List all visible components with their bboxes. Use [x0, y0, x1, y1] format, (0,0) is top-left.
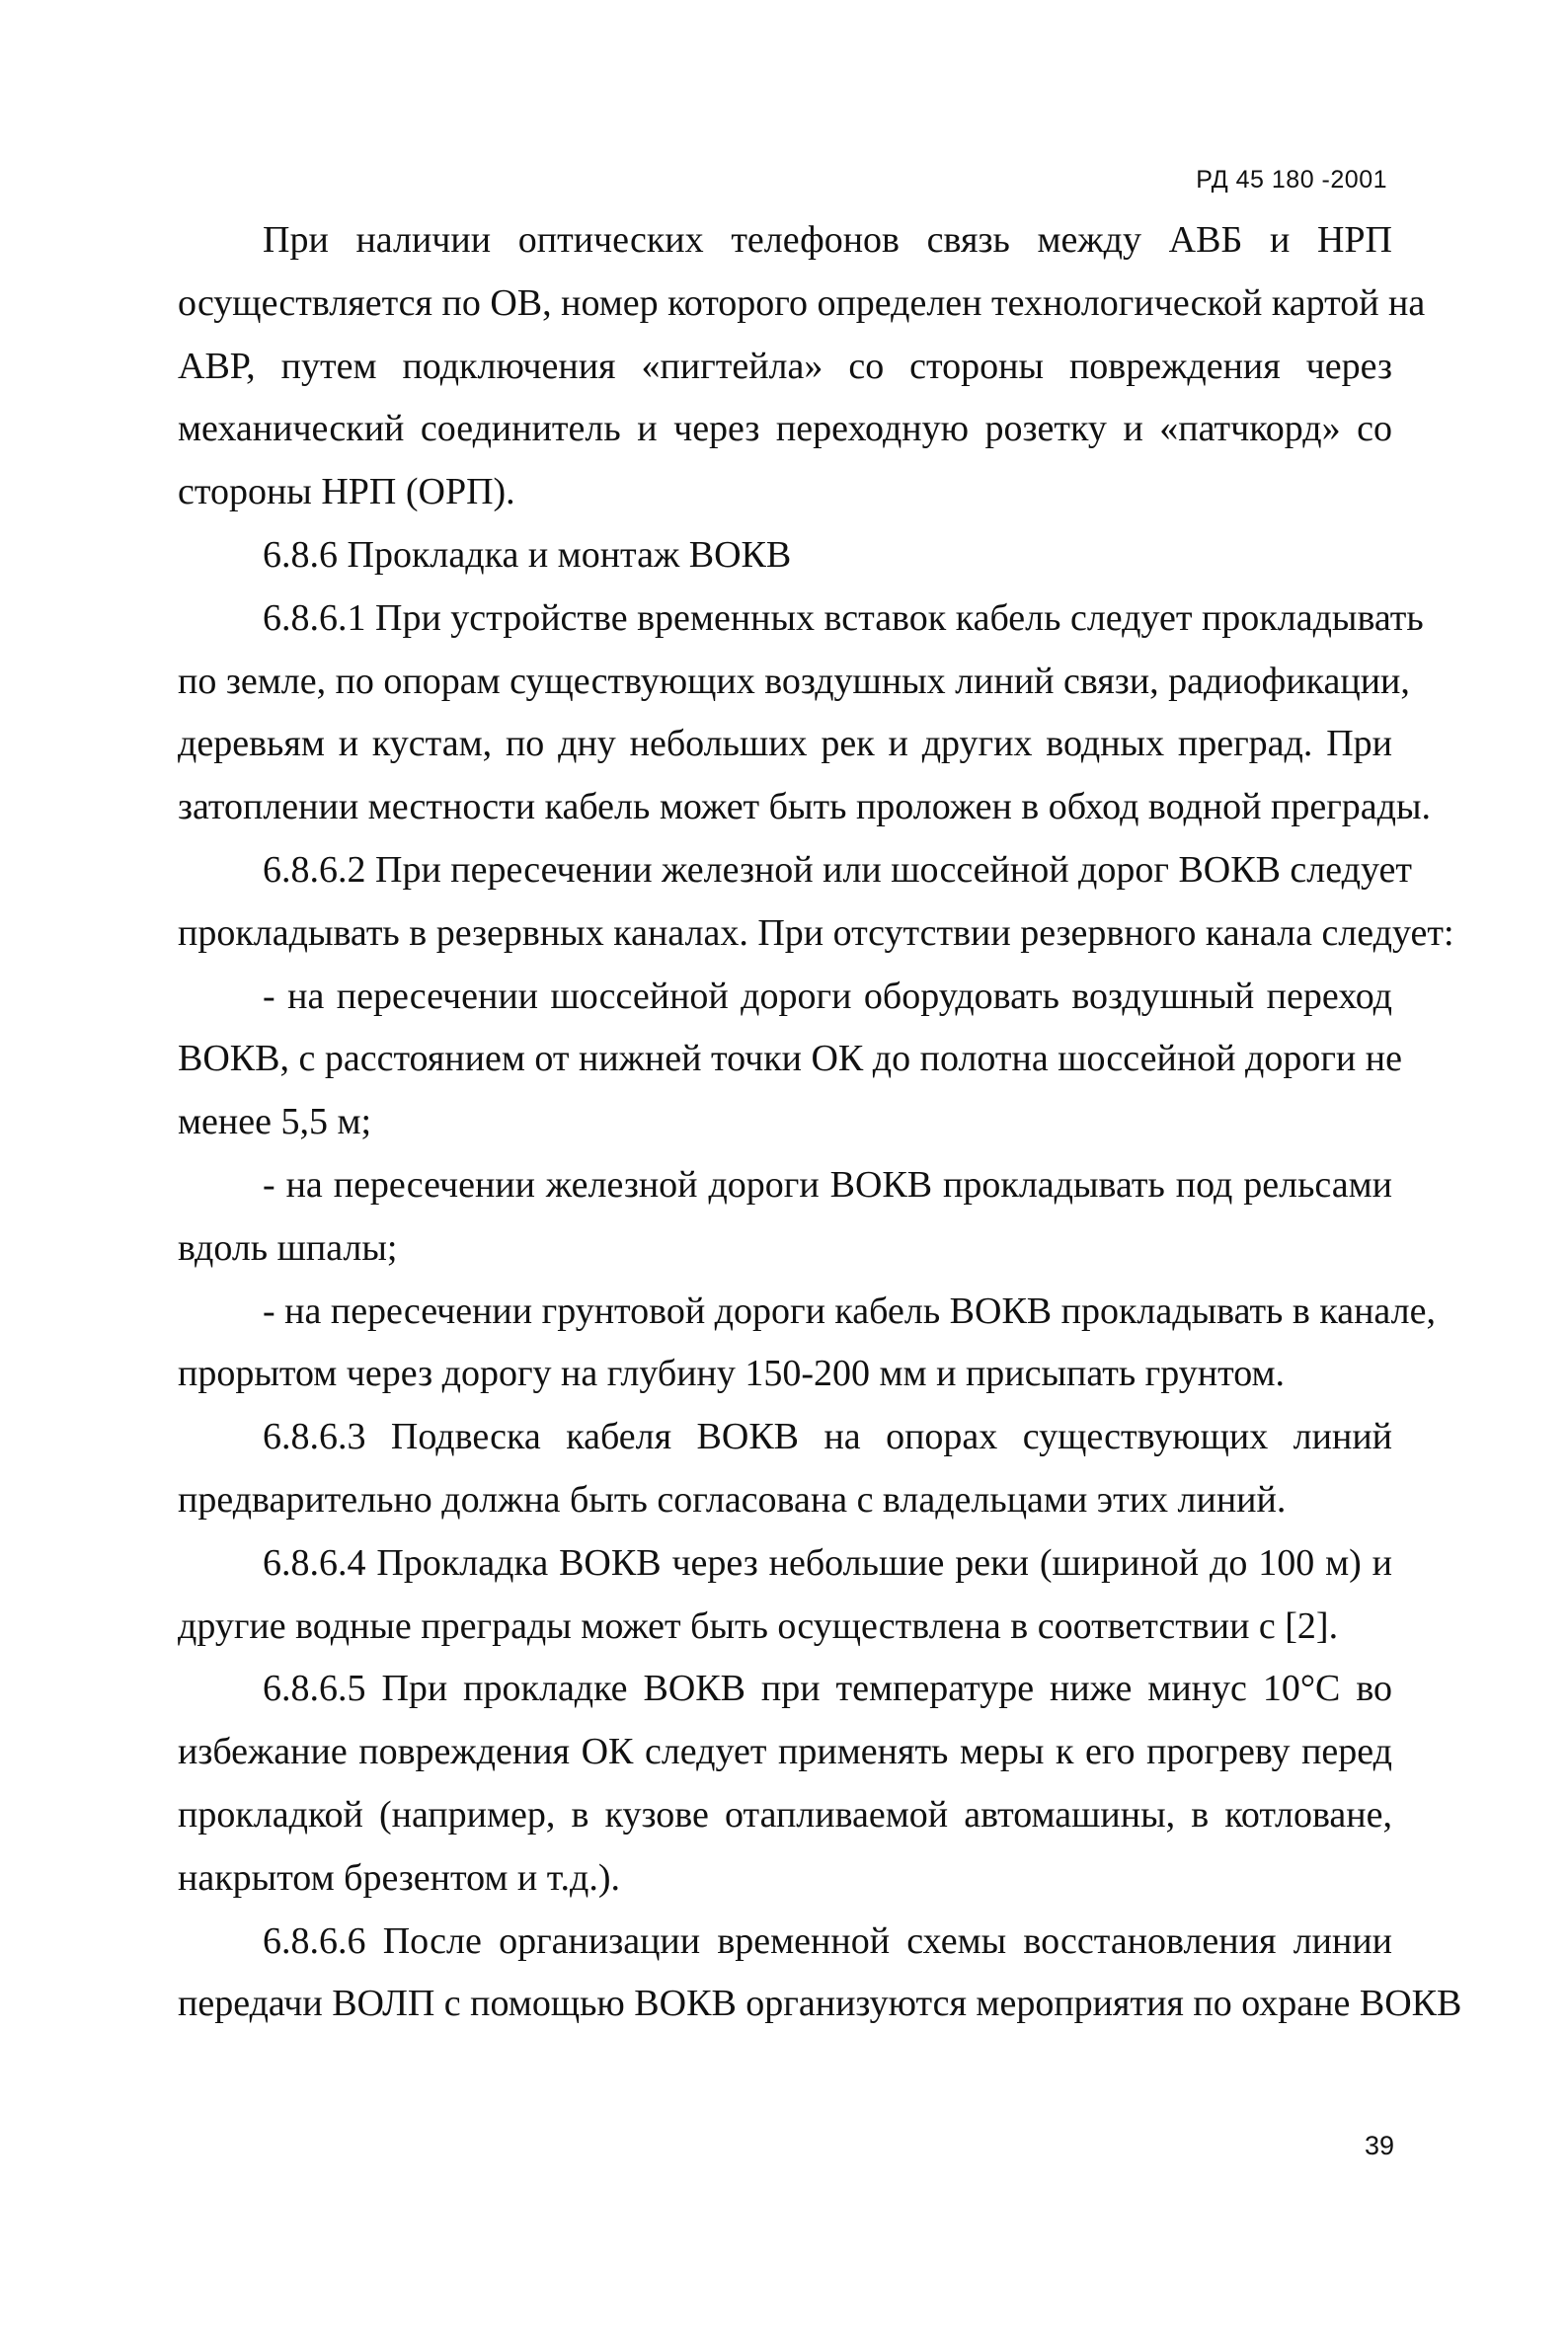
page-number: 39	[1364, 2131, 1394, 2160]
text-line: передачи ВОЛП с помощью ВОКВ организуются мероприятия по охране ВОКВ	[178, 1983, 1462, 2025]
text-line: 6.8.6.1 При устройстве временных вставок кабель следует прокладывать	[263, 596, 1424, 639]
text-line: 6.8.6.4 Прокладка ВОКВ через небольшие реки (шириной до 100 м) и	[263, 1541, 1392, 1584]
text-line: 6.8.6.2 При пересечении железной или шоссейной дорог ВОКВ следует	[263, 848, 1412, 891]
text-line: 6.8.6.3 Подвеска кабеля ВОКВ на опорах существующих линий	[263, 1416, 1392, 1458]
text-line: - на пересечении железной дороги ВОКВ прокладывать под рельсами	[263, 1163, 1392, 1206]
text-line: затоплении местности кабель может быть проложен в обход водной преграды.	[178, 786, 1432, 828]
text-line: 6.8.6.5 При прокладке ВОКВ при температуре ниже минус 10°С во	[263, 1668, 1392, 1710]
text-line: ВОКВ, с расстоянием от нижней точки ОК до полотна шоссейной дороги не	[178, 1038, 1402, 1080]
text-line: - на пересечении шоссейной дороги оборудовать воздушный переход	[263, 975, 1392, 1017]
text-line: деревьям и кустам, по дну небольших рек и других водных преград. При	[178, 723, 1392, 765]
text-line: стороны НРП (ОРП).	[178, 471, 515, 513]
text-line: АВР, путем подключения «пигтейла» со стороны повреждения через	[178, 345, 1392, 387]
document-code-header: РД 45 180 -2001	[1196, 166, 1387, 194]
text-line: другие водные преграды может быть осуществлена в соответствии с [2].	[178, 1604, 1339, 1647]
body-text	[178, 209, 1462, 2036]
text-line: предварительно должна быть согласована с владельцами этих линий.	[178, 1478, 1287, 1521]
text-line: накрытом брезентом и т.д.).	[178, 1856, 621, 1899]
text-line: При наличии оптических телефонов связь между АВБ и НРП	[263, 219, 1392, 261]
text-line: прокладкой (например, в кузове отапливаемой автомашины, в котловане,	[178, 1793, 1392, 1836]
text-line: - на пересечении грунтовой дороги кабель ВОКВ прокладывать в канале,	[263, 1290, 1436, 1332]
text-line: вдоль шпалы;	[178, 1226, 398, 1269]
text-line: избежание повреждения ОК следует применять меры к его прогреву перед	[178, 1731, 1392, 1773]
text-line: прорытом через дорогу на глубину 150-200 мм и присыпать грунтом.	[178, 1353, 1286, 1395]
text-line: 6.8.6 Прокладка и монтаж ВОКВ	[263, 533, 792, 576]
text-line: менее 5,5 м;	[178, 1101, 372, 1143]
text-line: 6.8.6.6 После организации временной схемы восстановления линии	[263, 1919, 1392, 1962]
text-line: механический соединитель и через переходную розетку и «патчкорд» со	[178, 408, 1392, 450]
text-line: осуществляется по ОВ, номер которого определен технологической картой на	[178, 281, 1426, 324]
text-line: по земле, по опорам существующих воздушных линий связи, радиофикации,	[178, 660, 1410, 702]
text-line: прокладывать в резервных каналах. При отсутствии резервного канала следует:	[178, 911, 1454, 954]
